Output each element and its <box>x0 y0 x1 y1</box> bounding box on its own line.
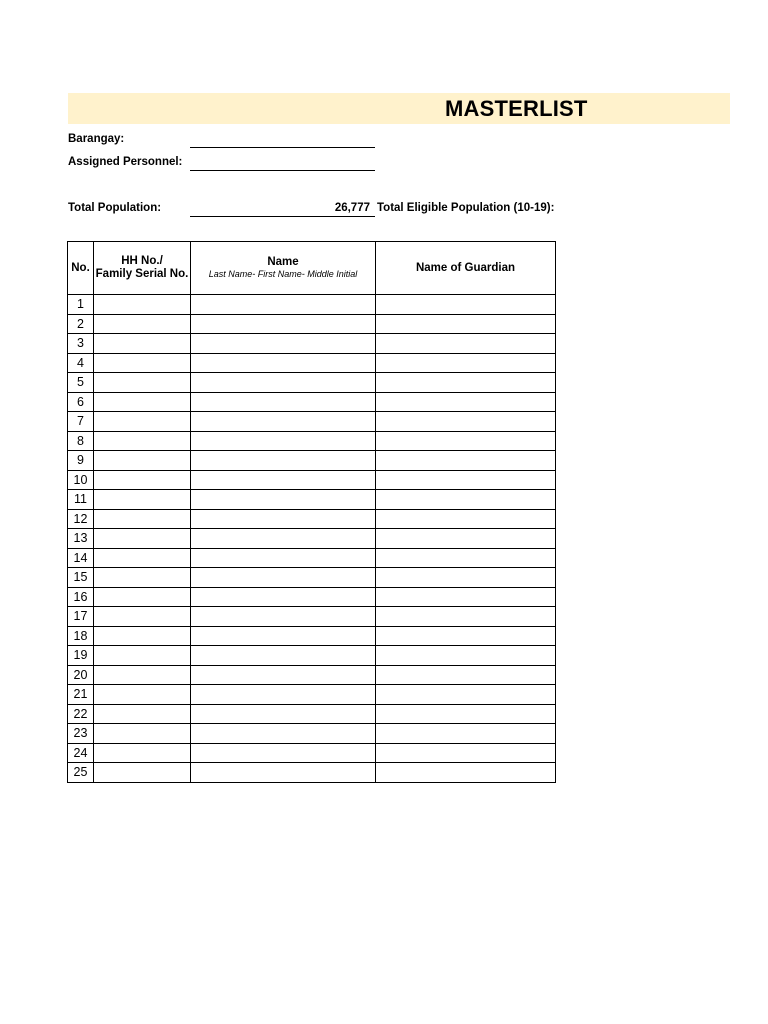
name-cell[interactable] <box>191 373 376 393</box>
assigned-personnel-field[interactable] <box>190 170 375 171</box>
hh-no-cell[interactable] <box>94 373 191 393</box>
name-cell[interactable] <box>191 509 376 529</box>
name-cell[interactable] <box>191 685 376 705</box>
table-row <box>68 724 556 744</box>
hh-no-cell[interactable] <box>94 412 191 432</box>
name-cell[interactable] <box>191 314 376 334</box>
guardian-cell[interactable] <box>376 314 556 334</box>
guardian-cell[interactable] <box>376 392 556 412</box>
table-row <box>68 568 556 588</box>
table-row <box>68 529 556 549</box>
row-number: 5 <box>68 373 94 393</box>
row-number: 1 <box>68 295 94 315</box>
name-cell[interactable] <box>191 607 376 627</box>
table-row <box>68 763 556 783</box>
hh-no-cell[interactable] <box>94 665 191 685</box>
table-row <box>68 392 556 412</box>
table-row <box>68 626 556 646</box>
total-population-value: 26,777 <box>334 202 370 214</box>
guardian-cell[interactable] <box>376 470 556 490</box>
table-row <box>68 353 556 373</box>
row-number: 17 <box>68 607 94 627</box>
guardian-cell[interactable] <box>376 568 556 588</box>
header-name <box>191 242 376 295</box>
name-cell[interactable] <box>191 334 376 354</box>
table-row <box>68 685 556 705</box>
table-row <box>68 509 556 529</box>
hh-no-cell[interactable] <box>94 626 191 646</box>
guardian-cell[interactable] <box>376 529 556 549</box>
hh-no-cell[interactable] <box>94 704 191 724</box>
table-row <box>68 646 556 666</box>
masterlist-table <box>67 241 556 783</box>
guardian-cell[interactable] <box>376 353 556 373</box>
table-row <box>68 607 556 627</box>
hh-no-cell[interactable] <box>94 392 191 412</box>
guardian-cell[interactable] <box>376 412 556 432</box>
table-row <box>68 470 556 490</box>
guardian-cell[interactable] <box>376 607 556 627</box>
table-row <box>68 587 556 607</box>
name-cell[interactable] <box>191 548 376 568</box>
header-guardian: Name of Guardian <box>376 242 556 295</box>
guardian-cell[interactable] <box>376 587 556 607</box>
guardian-cell[interactable] <box>376 743 556 763</box>
total-population-label: Total Population: <box>68 202 162 214</box>
hh-no-cell[interactable] <box>94 295 191 315</box>
hh-no-cell[interactable] <box>94 509 191 529</box>
hh-no-cell[interactable] <box>94 529 191 549</box>
page-title: MASTERLIST <box>445 96 588 121</box>
row-number: 25 <box>68 763 94 783</box>
hh-no-cell[interactable] <box>94 724 191 744</box>
name-cell[interactable] <box>191 392 376 412</box>
table-row <box>68 704 556 724</box>
table-row <box>68 334 556 354</box>
hh-no-cell[interactable] <box>94 353 191 373</box>
name-cell[interactable] <box>191 451 376 471</box>
name-cell[interactable] <box>191 646 376 666</box>
guardian-cell[interactable] <box>376 665 556 685</box>
hh-no-cell[interactable] <box>94 646 191 666</box>
row-number: 2 <box>68 314 94 334</box>
guardian-cell[interactable] <box>376 704 556 724</box>
guardian-cell[interactable] <box>376 724 556 744</box>
name-cell[interactable] <box>191 665 376 685</box>
name-cell[interactable] <box>191 470 376 490</box>
hh-no-cell[interactable] <box>94 490 191 510</box>
hh-no-cell[interactable] <box>94 568 191 588</box>
name-cell[interactable] <box>191 587 376 607</box>
barangay-label: Barangay: <box>68 133 125 145</box>
name-cell[interactable] <box>191 724 376 744</box>
title-band <box>68 93 730 124</box>
header-hh-line2: Family Serial No. <box>95 268 189 280</box>
guardian-cell[interactable] <box>376 431 556 451</box>
hh-no-cell[interactable] <box>94 685 191 705</box>
guardian-cell[interactable] <box>376 509 556 529</box>
hh-no-cell[interactable] <box>94 607 191 627</box>
table-row <box>68 490 556 510</box>
guardian-cell[interactable] <box>376 548 556 568</box>
row-number: 11 <box>68 490 94 510</box>
hh-no-cell[interactable] <box>94 431 191 451</box>
table-row <box>68 314 556 334</box>
guardian-cell[interactable] <box>376 685 556 705</box>
table-row <box>68 412 556 432</box>
total-eligible-population-label: Total Eligible Population (10-19): <box>377 202 555 214</box>
row-number: 10 <box>68 470 94 490</box>
row-number: 14 <box>68 548 94 568</box>
hh-no-cell[interactable] <box>94 451 191 471</box>
row-number: 22 <box>68 704 94 724</box>
guardian-cell[interactable] <box>376 490 556 510</box>
name-cell[interactable] <box>191 353 376 373</box>
name-cell[interactable] <box>191 412 376 432</box>
row-number: 8 <box>68 431 94 451</box>
header-name-subtitle: Last Name- First Name- Middle Initial <box>208 269 358 279</box>
barangay-field[interactable] <box>190 147 375 148</box>
table-row <box>68 743 556 763</box>
guardian-cell[interactable] <box>376 295 556 315</box>
guardian-cell[interactable] <box>376 763 556 783</box>
table-row <box>68 548 556 568</box>
row-number: 23 <box>68 724 94 744</box>
name-cell[interactable] <box>191 763 376 783</box>
row-number: 6 <box>68 392 94 412</box>
name-cell[interactable] <box>191 568 376 588</box>
total-population-field[interactable] <box>190 216 375 217</box>
row-number: 12 <box>68 509 94 529</box>
guardian-cell[interactable] <box>376 646 556 666</box>
hh-no-cell[interactable] <box>94 314 191 334</box>
name-cell[interactable] <box>191 295 376 315</box>
row-number: 21 <box>68 685 94 705</box>
header-no: No. <box>68 242 94 295</box>
row-number: 16 <box>68 587 94 607</box>
header-hh-line1: HH No./ <box>121 255 163 267</box>
name-cell[interactable] <box>191 626 376 646</box>
row-number: 15 <box>68 568 94 588</box>
name-cell[interactable] <box>191 704 376 724</box>
name-cell[interactable] <box>191 431 376 451</box>
hh-no-cell[interactable] <box>94 763 191 783</box>
row-number: 24 <box>68 743 94 763</box>
guardian-cell[interactable] <box>376 373 556 393</box>
name-cell[interactable] <box>191 743 376 763</box>
row-number: 7 <box>68 412 94 432</box>
hh-no-cell[interactable] <box>94 743 191 763</box>
guardian-cell[interactable] <box>376 334 556 354</box>
table-row <box>68 451 556 471</box>
hh-no-cell[interactable] <box>94 548 191 568</box>
row-number: 20 <box>68 665 94 685</box>
header-name-title: Name <box>267 256 299 268</box>
assigned-personnel-label: Assigned Personnel: <box>68 156 183 168</box>
row-number: 9 <box>68 451 94 471</box>
hh-no-cell[interactable] <box>94 470 191 490</box>
table-header-row <box>68 242 556 295</box>
row-number: 4 <box>68 353 94 373</box>
name-cell[interactable] <box>191 529 376 549</box>
guardian-cell[interactable] <box>376 626 556 646</box>
table-row <box>68 665 556 685</box>
table-row <box>68 295 556 315</box>
table-row <box>68 373 556 393</box>
header-hh-no <box>94 242 191 295</box>
name-cell[interactable] <box>191 490 376 510</box>
guardian-cell[interactable] <box>376 451 556 471</box>
row-number: 13 <box>68 529 94 549</box>
table-row <box>68 431 556 451</box>
hh-no-cell[interactable] <box>94 587 191 607</box>
row-number: 3 <box>68 334 94 354</box>
hh-no-cell[interactable] <box>94 334 191 354</box>
row-number: 18 <box>68 626 94 646</box>
row-number: 19 <box>68 646 94 666</box>
